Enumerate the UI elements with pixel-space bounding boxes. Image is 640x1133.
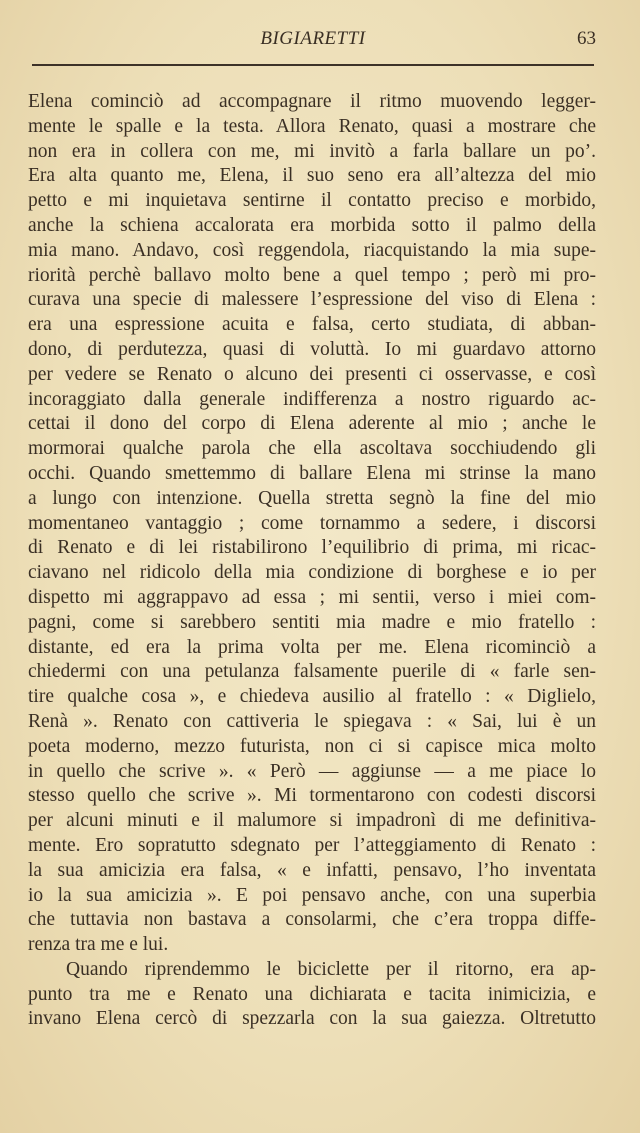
text-line: a lungo con intenzione. Quella stretta segnò la fine del mio (28, 487, 596, 509)
text-line: invano Elena cercò di spezzarla con la sua gaiezza. Oltretutto (28, 1008, 596, 1030)
text-line: dispetto mi aggrappavo ad essa ; mi sentii, verso i miei com- (28, 586, 596, 608)
text-line: di Renato e di lei ristabilirono l’equilibrio di prima, mi ricac- (28, 537, 596, 559)
text-line: anche la schiena accalorata era morbida sotto il palmo della (28, 214, 596, 236)
page-number: 63 (577, 28, 596, 49)
text-line: per alcuni minuti e il malumore si impadronì di me definitiva- (28, 810, 596, 832)
text-line: distante, ed era la prima volta per me. Elena ricominciò a (28, 636, 596, 658)
text-line: mente. Ero sopratutto sdegnato per l’atteggiamento di Renato : (28, 834, 596, 856)
body-text (28, 90, 596, 1032)
text-line: Era alta quanto me, Elena, il suo seno era all’altezza del mio (28, 165, 596, 187)
text-line: momentaneo vantaggio ; come tornammo a sedere, i discorsi (28, 512, 596, 534)
text-line: che tuttavia non bastava a consolarmi, che c’era troppa diffe- (28, 909, 596, 931)
header-rule (32, 64, 594, 66)
text-line: cettai il dono del corpo di Elena aderente al mio ; anche le (28, 413, 596, 435)
page-header (30, 26, 596, 56)
text-line: riorità perchè ballavo molto bene a quel tempo ; però mi pro- (28, 264, 596, 286)
text-line: mormorai qualche parola che ella ascoltava socchiudendo gli (28, 438, 596, 460)
text-line: la sua amicizia era falsa, « e infatti, pensavo, l’ho inventata (28, 859, 596, 881)
text-line: pagni, come si sarebbero sentiti mia madre e mio fratello : (28, 611, 596, 633)
text-line: Renà ». Renato con cattiveria le spiegava : « Sai, lui è un (28, 710, 596, 732)
running-title: BIGIARETTI (260, 28, 366, 49)
text-line: occhi. Quando smettemmo di ballare Elena mi strinse la mano (28, 462, 596, 484)
text-line: ciavano nel ridicolo della mia condizione di borghese e io per (28, 562, 596, 584)
text-line: petto e mi inquietava sentirne il contatto preciso e morbido, (28, 190, 596, 212)
text-line: mente le spalle e la testa. Allora Renato, quasi a mostrare che (28, 115, 596, 137)
text-line: Elena cominciò ad accompagnare il ritmo muovendo legger- (28, 91, 596, 112)
text-line: mia mano. Andavo, così reggendola, riacquistando la mia supe- (28, 239, 596, 261)
text-line: stesso quello che scrive ». Mi tormentarono con codesti discorsi (28, 785, 596, 807)
text-line: non era in collera con me, mi invitò a farla ballare un po’. (28, 140, 596, 162)
text-line: dono, di perdutezza, quasi di voluttà. Io mi guardavo attorno (28, 338, 596, 360)
text-line: tire qualche cosa », e chiedeva ausilio al fratello : « Diglielo, (28, 686, 596, 708)
text-line: chiedermi con una petulanza falsamente puerile di « farle sen- (28, 661, 596, 683)
text-line: in quello che scrive ». « Però — aggiunse — a me piace lo (28, 760, 596, 782)
text-line: curava una specie di malessere l’espressione del viso di Elena : (28, 289, 596, 311)
text-line: punto tra me e Renato una dichiarata e tacita inimicizia, e (28, 983, 596, 1005)
text-line: renza tra me e lui. (28, 934, 169, 956)
text-line: incoraggiato dalla generale indifferenza a nostro riguardo ac- (28, 388, 596, 410)
text-line: per vedere se Renato o alcuno dei presenti ci osservasse, e così (28, 363, 596, 385)
text-line: era una espressione acuita e falsa, certo studiata, di abban- (28, 314, 596, 336)
text-line: poeta moderno, mezzo futurista, non ci si capisce mica molto (28, 735, 596, 757)
text-line: Quando riprendemmo le biciclette per il ritorno, era ap- (66, 958, 596, 980)
text-line: io la sua amicizia ». E poi pensavo anche, con una superbia (28, 884, 596, 906)
